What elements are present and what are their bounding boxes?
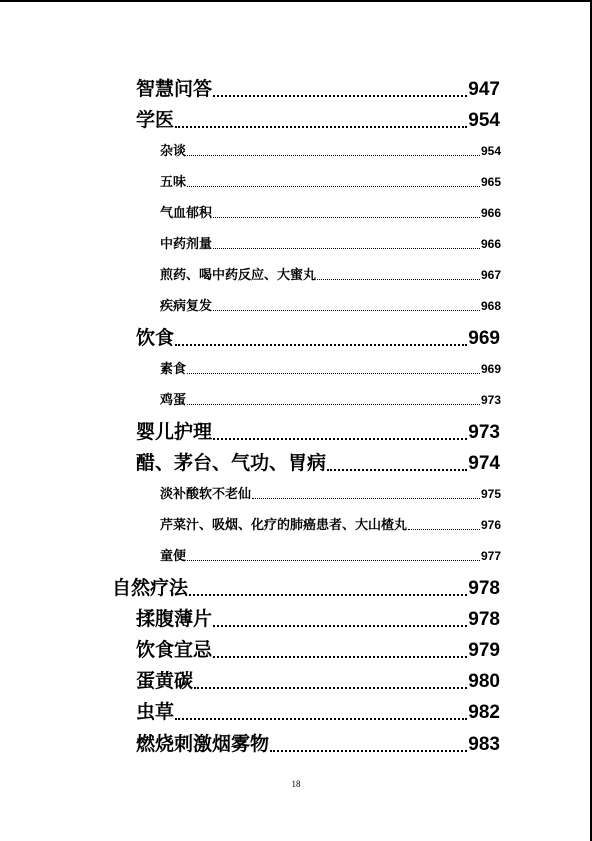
toc-entry[interactable] bbox=[136, 635, 500, 662]
toc-entry-page: 973 bbox=[480, 393, 501, 407]
toc-entry-page: 954 bbox=[468, 110, 500, 131]
toc-entry-title: 五味 bbox=[160, 175, 187, 190]
toc-subentry[interactable] bbox=[160, 358, 501, 377]
toc-subentry[interactable] bbox=[160, 233, 501, 252]
dot-leader bbox=[213, 95, 467, 97]
toc-subentry[interactable] bbox=[160, 295, 501, 314]
dot-leader bbox=[189, 594, 467, 596]
toc-entry-page: 983 bbox=[468, 734, 500, 755]
toc-entry-title: 燃烧刺激烟雾物 bbox=[136, 733, 270, 755]
toc-entry-title: 学医 bbox=[136, 109, 175, 131]
dot-leader bbox=[213, 656, 467, 658]
page-number: 18 bbox=[291, 779, 301, 789]
toc-entry[interactable] bbox=[136, 729, 500, 756]
toc-entry[interactable] bbox=[136, 323, 500, 350]
dot-leader bbox=[175, 718, 467, 720]
dot-leader bbox=[175, 126, 467, 128]
toc-subentry[interactable] bbox=[160, 264, 501, 283]
toc-subentry[interactable] bbox=[160, 514, 501, 533]
dot-leader bbox=[270, 750, 467, 752]
toc-entry[interactable] bbox=[136, 666, 500, 693]
dot-leader bbox=[187, 560, 480, 561]
toc-entry-title: 淡补酸软不老仙 bbox=[160, 487, 252, 502]
toc-entry-page: 966 bbox=[480, 206, 501, 220]
toc-subentry[interactable] bbox=[160, 545, 501, 564]
toc-entry-page: 969 bbox=[480, 362, 501, 376]
toc-subentry[interactable] bbox=[160, 140, 501, 159]
dot-leader bbox=[317, 279, 480, 280]
toc-entry-page: 969 bbox=[468, 328, 500, 349]
toc-entry-title: 虫草 bbox=[136, 701, 175, 723]
dot-leader bbox=[187, 373, 480, 374]
toc-subentry[interactable] bbox=[160, 202, 501, 221]
toc-entry-page: 976 bbox=[480, 518, 501, 532]
toc-entry-page: 973 bbox=[468, 422, 500, 443]
dot-leader bbox=[213, 310, 480, 311]
toc-entry-title: 疾病复发 bbox=[160, 299, 213, 314]
dot-leader bbox=[213, 217, 480, 218]
dot-leader bbox=[408, 529, 480, 530]
toc-entry-page: 966 bbox=[480, 237, 501, 251]
toc-entry-title: 蛋黄碳 bbox=[136, 670, 194, 692]
toc-entry-title: 自然疗法 bbox=[112, 577, 189, 599]
toc-entry-title: 智慧问答 bbox=[136, 78, 213, 100]
toc-entry-page: 977 bbox=[480, 549, 501, 563]
dot-leader bbox=[175, 344, 467, 346]
toc-entry-title: 中药剂量 bbox=[160, 237, 213, 252]
toc-entry-page: 974 bbox=[468, 453, 500, 474]
toc-entry-title: 芹菜汁、吸烟、化疗的肺癌患者、大山楂丸 bbox=[160, 518, 408, 533]
dot-leader bbox=[187, 404, 480, 405]
toc-entry-page: 965 bbox=[480, 175, 501, 189]
dot-leader bbox=[213, 625, 467, 627]
toc-entry-page: 978 bbox=[468, 609, 500, 630]
toc-entry-page: 979 bbox=[468, 640, 500, 661]
dot-leader bbox=[187, 155, 480, 156]
toc-entry-title: 煎药、喝中药反应、大蜜丸 bbox=[160, 268, 317, 283]
toc-subentry[interactable] bbox=[160, 171, 501, 190]
toc-entry-title: 鸡蛋 bbox=[160, 393, 187, 408]
toc-entry[interactable] bbox=[136, 105, 500, 132]
toc-entry-title: 素食 bbox=[160, 362, 187, 377]
toc-entry-title: 饮食宜忌 bbox=[136, 639, 213, 661]
toc-entry[interactable] bbox=[136, 74, 500, 101]
toc-entry[interactable] bbox=[136, 448, 500, 475]
toc-entry-page: 978 bbox=[468, 578, 500, 599]
toc-entry-page: 954 bbox=[480, 144, 501, 158]
toc-entry[interactable] bbox=[136, 604, 500, 631]
toc-subentry[interactable] bbox=[160, 483, 501, 502]
toc-entry-title: 婴儿护理 bbox=[136, 421, 213, 443]
dot-leader bbox=[213, 248, 480, 249]
dot-leader bbox=[252, 498, 480, 499]
dot-leader bbox=[194, 687, 467, 689]
toc-entry-title: 气血郁积 bbox=[160, 206, 213, 221]
toc-entry-page: 968 bbox=[480, 299, 501, 313]
toc-entry-page: 982 bbox=[468, 702, 500, 723]
toc-chapter[interactable] bbox=[112, 573, 500, 600]
toc-entry-title: 童便 bbox=[160, 549, 187, 564]
toc-entry-title: 醋、茅台、气功、胃病 bbox=[136, 452, 327, 474]
toc-entry-page: 967 bbox=[480, 268, 501, 282]
dot-leader bbox=[213, 438, 467, 440]
toc-entry[interactable] bbox=[136, 417, 500, 444]
page-border-top bbox=[0, 0, 592, 2]
dot-leader bbox=[327, 469, 467, 471]
toc-subentry[interactable] bbox=[160, 389, 501, 408]
toc-entry-page: 947 bbox=[468, 79, 500, 100]
toc-entry-title: 杂谈 bbox=[160, 144, 187, 159]
toc-entry-title: 饮食 bbox=[136, 327, 175, 349]
toc-entry-page: 975 bbox=[480, 487, 501, 501]
toc-entry-title: 揉腹薄片 bbox=[136, 608, 213, 630]
toc-entry[interactable] bbox=[136, 697, 500, 724]
toc-entry-page: 980 bbox=[468, 671, 500, 692]
dot-leader bbox=[187, 186, 480, 187]
